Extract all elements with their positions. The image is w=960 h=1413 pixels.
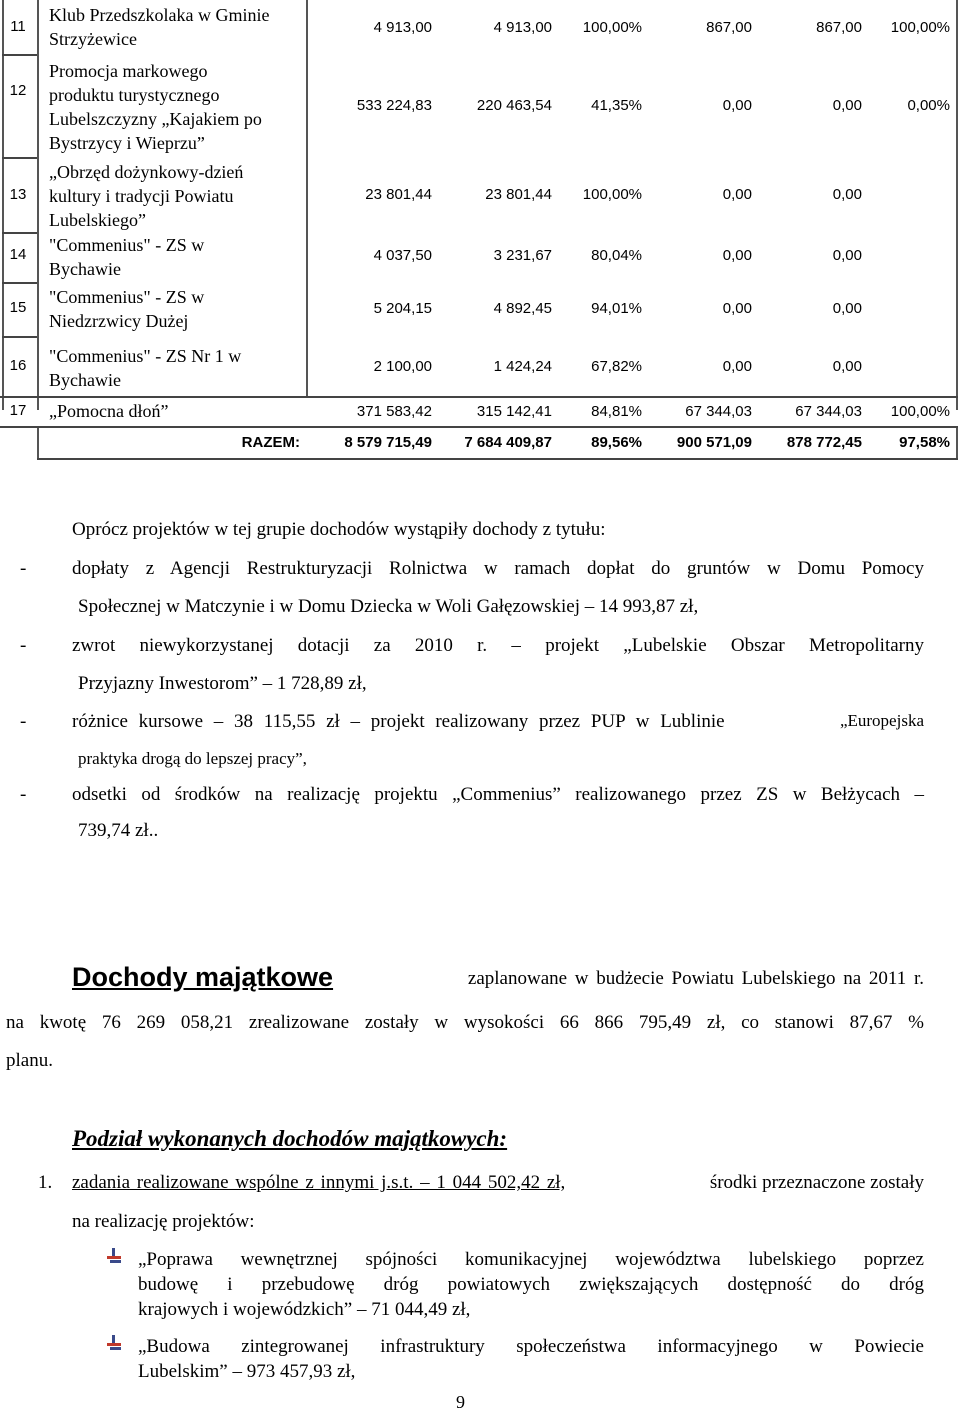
project-name-line: Niedzrzwicy Dużej bbox=[49, 311, 189, 331]
execution-percent: 41,35% bbox=[591, 97, 642, 114]
planned-value: 2 100,00 bbox=[373, 358, 432, 375]
row-number: 11 bbox=[10, 18, 26, 35]
total-executed-2: 878 772,45 bbox=[786, 434, 862, 451]
income-item-3-cont: praktyka drogą do lepszej pracy”, bbox=[78, 749, 307, 768]
project-name bbox=[49, 160, 299, 232]
project-name-line: Bystrzycy i Wieprzu” bbox=[49, 133, 205, 153]
project-name-line: produktu turystycznego bbox=[49, 85, 220, 105]
total-planned-2: 900 571,09 bbox=[676, 434, 752, 451]
executed-value-2: 867,00 bbox=[816, 19, 862, 36]
planned-value: 371 583,42 bbox=[356, 403, 432, 420]
executed-value-2: 0,00 bbox=[832, 300, 862, 317]
total-percent: 89,56% bbox=[591, 434, 642, 451]
list-number: 1. bbox=[38, 1172, 53, 1193]
planned-value-2: 867,00 bbox=[706, 19, 752, 36]
table-border-right bbox=[956, 0, 958, 410]
planned-value-2: 0,00 bbox=[722, 300, 752, 317]
bullet-arrow-icon bbox=[107, 1248, 121, 1264]
total-executed: 7 684 409,87 bbox=[464, 434, 552, 451]
execution-percent: 84,81% bbox=[591, 403, 642, 420]
row-divider bbox=[2, 232, 37, 234]
executed-value: 3 231,67 bbox=[493, 247, 552, 264]
project-name-line: Strzyżewice bbox=[49, 29, 137, 49]
project-name-line: kultury i tradycji Powiatu bbox=[49, 186, 234, 206]
income-item-3-main: różnice kursowe – 38 115,55 zł – projekt realizowany przez PUP w Lublinie bbox=[72, 711, 725, 732]
income-item-2-cont: Przyjazny Inwestorom” – 1 728,89 zł, bbox=[78, 673, 367, 694]
executed-value-2: 0,00 bbox=[832, 247, 862, 264]
row-divider bbox=[0, 396, 958, 398]
total-percent-2: 97,58% bbox=[899, 434, 950, 451]
planned-value-2: 0,00 bbox=[722, 247, 752, 264]
row-divider bbox=[0, 426, 958, 428]
row-divider bbox=[2, 336, 37, 338]
execution-percent: 94,01% bbox=[591, 300, 642, 317]
project-name-line: „Pomocna dłoń” bbox=[49, 401, 169, 421]
table-border-name-right bbox=[306, 0, 308, 396]
intro-text: Oprócz projektów w tej grupie dochodów wystąpiły dochody z tytułu: bbox=[72, 519, 606, 540]
planned-value-2: 0,00 bbox=[722, 97, 752, 114]
total-label: RAZEM: bbox=[241, 434, 300, 451]
project-name bbox=[49, 399, 299, 423]
row-divider bbox=[2, 54, 37, 56]
project-name-line: Bychawie bbox=[49, 259, 121, 279]
execution-percent-2: 0,00% bbox=[907, 97, 950, 114]
executed-value: 220 463,54 bbox=[476, 97, 552, 114]
project-name-line: Promocja markowego bbox=[49, 61, 208, 81]
project-name bbox=[49, 59, 299, 155]
row-divider bbox=[2, 282, 37, 284]
project-name-line: „Obrzęd dożynkowy-dzień bbox=[49, 162, 244, 182]
income-item-1: dopłaty z Agencji Restrukturyzacji Rolnictwa w ramach dopłat do gruntów w Domu Pomocy bbox=[72, 558, 924, 579]
total-border-left bbox=[37, 426, 39, 460]
execution-percent: 80,04% bbox=[591, 247, 642, 264]
income-item-3-project: „Europejska bbox=[839, 711, 924, 730]
capital-income-breakdown-heading: Podział wykonanych dochodów majątkowych: bbox=[72, 1126, 508, 1151]
executed-value: 4 892,45 bbox=[493, 300, 552, 317]
project-name-line: Lubelszczyzny „Kajakiem po bbox=[49, 109, 262, 129]
income-item-4-cont: 739,74 zł.. bbox=[78, 820, 159, 841]
joint-tasks-title: zadania realizowane wspólne z innymi j.s.t. – 1 044 502,42 zł, bbox=[72, 1172, 566, 1193]
project-bullet-2-line-2: Lubelskim” – 973 457,93 zł, bbox=[138, 1361, 356, 1382]
income-item-3 bbox=[72, 711, 924, 733]
row-number: 14 bbox=[9, 246, 27, 263]
row-number: 13 bbox=[9, 186, 27, 203]
project-name-line: "Commenius" - ZS Nr 1 w bbox=[49, 346, 242, 366]
capital-income-end: planu. bbox=[6, 1050, 53, 1071]
execution-percent: 100,00% bbox=[582, 186, 642, 203]
planned-value-2: 0,00 bbox=[722, 358, 752, 375]
project-name-line: "Commenius" - ZS w bbox=[49, 235, 205, 255]
executed-value: 23 801,44 bbox=[485, 186, 552, 203]
executed-value: 1 424,24 bbox=[493, 358, 552, 375]
list-dash: - bbox=[20, 711, 27, 732]
planned-value: 23 801,44 bbox=[365, 186, 432, 203]
executed-value-2: 0,00 bbox=[832, 358, 862, 375]
table-bottom-border bbox=[37, 458, 958, 460]
total-border-right bbox=[956, 426, 958, 460]
planned-value: 5 204,15 bbox=[373, 300, 432, 317]
joint-tasks-item bbox=[72, 1172, 924, 1194]
project-name bbox=[49, 285, 299, 333]
total-planned: 8 579 715,49 bbox=[344, 434, 432, 451]
project-name-line: Bychawie bbox=[49, 370, 121, 390]
list-dash: - bbox=[20, 635, 27, 656]
bullet-arrow-icon bbox=[107, 1335, 121, 1351]
income-item-4: odsetki od środków na realizację projektu „Commenius” realizowanego przez ZS w Bełżycach – bbox=[72, 784, 924, 805]
planned-value-2: 67 344,03 bbox=[685, 403, 752, 420]
executed-value-2: 67 344,03 bbox=[795, 403, 862, 420]
project-name bbox=[49, 233, 299, 281]
project-name bbox=[49, 344, 299, 392]
executed-value-2: 0,00 bbox=[832, 186, 862, 203]
project-bullet-1-line-3: krajowych i wojewódzkich” – 71 044,49 zł, bbox=[138, 1299, 471, 1320]
planned-value: 533 224,83 bbox=[356, 97, 432, 114]
execution-percent-2: 100,00% bbox=[890, 19, 950, 36]
execution-percent: 67,82% bbox=[591, 358, 642, 375]
row-number: 15 bbox=[9, 299, 27, 316]
executed-value: 4 913,00 bbox=[493, 19, 552, 36]
table-border-col-name bbox=[37, 0, 39, 410]
row-number: 16 bbox=[9, 357, 27, 374]
joint-tasks-cont: na realizację projektów: bbox=[72, 1211, 255, 1232]
page-number: 9 bbox=[456, 1392, 465, 1412]
capital-income-paragraph bbox=[72, 962, 924, 993]
executed-value-2: 0,00 bbox=[832, 97, 862, 114]
row-number: 17 bbox=[9, 402, 27, 419]
execution-percent-2: 100,00% bbox=[890, 403, 950, 420]
capital-income-heading: Dochody majątkowe bbox=[72, 962, 334, 992]
table-border-left bbox=[2, 0, 4, 410]
list-dash: - bbox=[20, 558, 27, 579]
row-divider bbox=[2, 157, 37, 159]
execution-percent: 100,00% bbox=[582, 19, 642, 36]
capital-income-amounts: na kwotę 76 269 058,21 zrealizowane zostały w wysokości 66 866 795,49 zł, co stanowi 87,67 % bbox=[6, 1012, 924, 1033]
income-item-1-cont: Społecznej w Matczynie i w Domu Dziecka w Woli Gałęzowskiej – 14 993,87 zł, bbox=[78, 596, 699, 617]
income-item-2: zwrot niewykorzystanej dotacji za 2010 r. – projekt „Lubelskie Obszar Metropolitarny bbox=[72, 635, 924, 656]
planned-value: 4 913,00 bbox=[373, 19, 432, 36]
executed-value: 315 142,41 bbox=[476, 403, 552, 420]
capital-income-lead: zaplanowane w budżecie Powiatu Lubelskiego na 2011 r. bbox=[467, 968, 924, 989]
project-name bbox=[49, 3, 299, 51]
row-number: 12 bbox=[9, 82, 27, 99]
list-dash: - bbox=[20, 784, 27, 805]
project-name-line: "Commenius" - ZS w bbox=[49, 287, 205, 307]
planned-value-2: 0,00 bbox=[722, 186, 752, 203]
project-bullet-1-line-2: budowę i przebudowę dróg powiatowych zwiększających dostępność do dróg bbox=[138, 1274, 924, 1295]
planned-value: 4 037,50 bbox=[373, 247, 432, 264]
project-name-line: Lubelskiego” bbox=[49, 210, 146, 230]
project-bullet-1-line-1: „Poprawa wewnętrznej spójności komunikacyjnej województwa lubelskiego poprzez bbox=[138, 1249, 924, 1270]
joint-tasks-rest: środki przeznaczone zostały bbox=[709, 1172, 924, 1193]
project-name-line: Klub Przedszkolaka w Gminie bbox=[49, 5, 270, 25]
project-bullet-2-line-1: „Budowa zintegrowanej infrastruktury społeczeństwa informacyjnego w Powiecie bbox=[138, 1336, 924, 1357]
